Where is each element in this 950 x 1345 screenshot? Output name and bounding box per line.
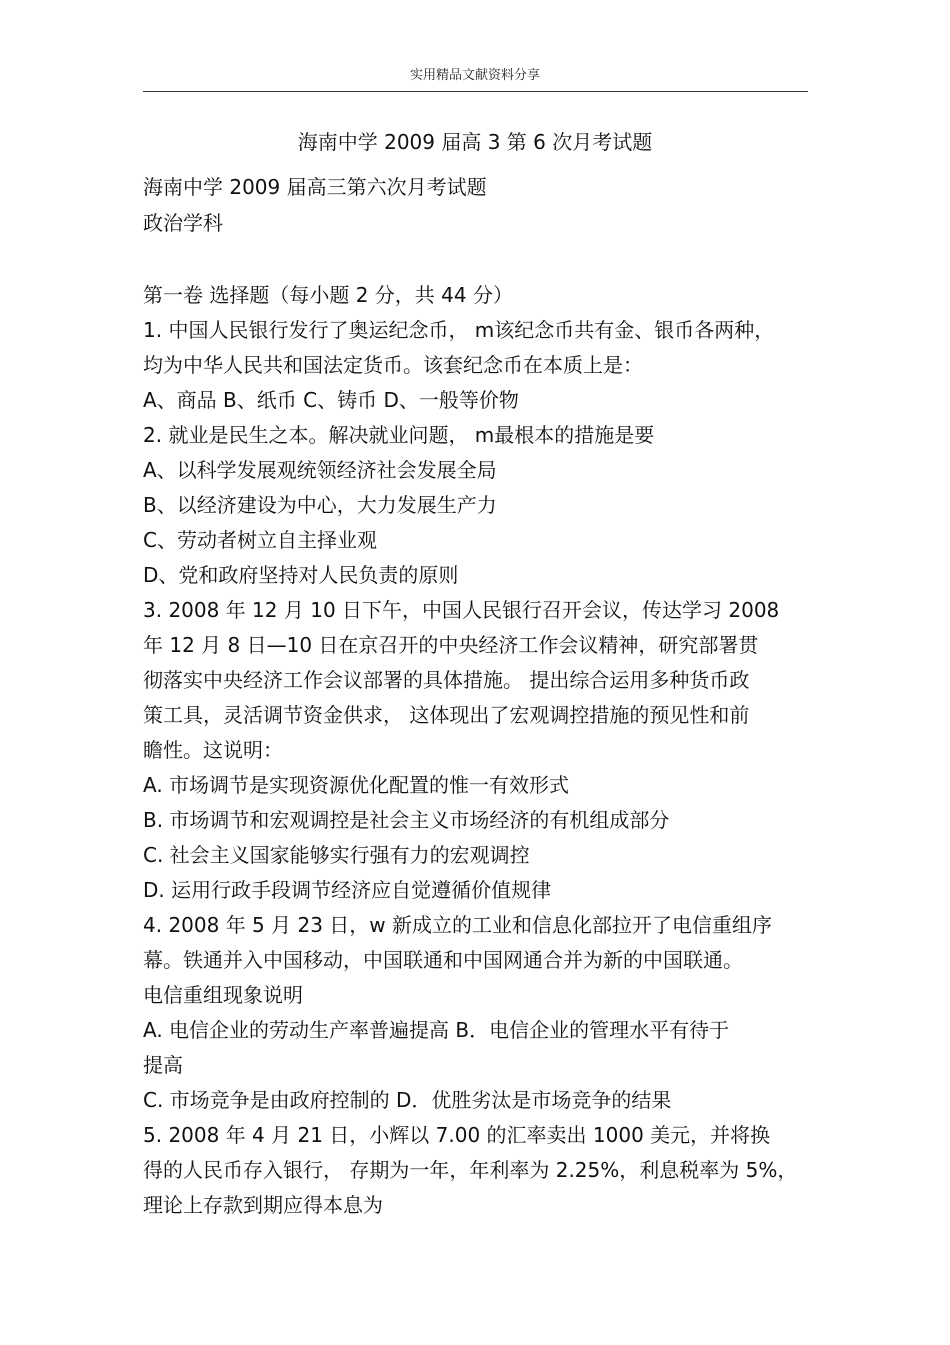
body-line: 1. 中国人民银行发行了奥运纪念币， m该纪念币共有金、银币各两种， bbox=[143, 318, 775, 342]
body-line: A. 市场调节是实现资源优化配置的惟一有效形式 bbox=[143, 773, 570, 797]
body-line: 3. 2008 年 12 月 10 日下午，中国人民银行召开会议，传达学习 2008 bbox=[143, 598, 780, 622]
document-title: 海南中学 2009 届高 3 第 6 次月考试题 bbox=[297, 130, 653, 154]
body-line: 2. 就业是民生之本。解决就业问题， m最根本的措施是要 bbox=[143, 423, 655, 447]
body-line: 理论上存款到期应得本息为 bbox=[143, 1193, 383, 1217]
body-line: 策工具，灵活调节资金供求， 这体现出了宏观调控措施的预见性和前 bbox=[143, 703, 750, 727]
subject-label: 政治学科 bbox=[143, 211, 223, 235]
body-line: A、以科学发展观统领经济社会发展全局 bbox=[143, 458, 497, 482]
body-line: 提高 bbox=[143, 1053, 183, 1077]
body-line: 5. 2008 年 4 月 21 日，小辉以 7.00 的汇率卖出 1000 美元，并将换 bbox=[143, 1123, 771, 1147]
body-line: D、党和政府坚持对人民负责的原则 bbox=[143, 563, 459, 587]
body-line: C、劳动者树立自主择业观 bbox=[143, 528, 377, 552]
body-line: 彻落实中央经济工作会议部署的具体措施。 提出综合运用多种货币政 bbox=[143, 668, 750, 692]
body-line: B. 市场调节和宏观调控是社会主义市场经济的有机组成部分 bbox=[143, 808, 670, 832]
body-line: 均为中华人民共和国法定货币。该套纪念币在本质上是： bbox=[143, 353, 643, 377]
body-line: 得的人民币存入银行， 存期为一年，年利率为 2.25%，利息税率为 5%， bbox=[143, 1158, 798, 1182]
body-line: 瞻性。这说明： bbox=[143, 738, 283, 762]
body-line: 电信重组现象说明 bbox=[143, 983, 303, 1007]
running-header: 实用精品文献资料分享 bbox=[409, 68, 540, 83]
body-line: C. 市场竞争是由政府控制的 D．优胜劣汰是市场竞争的结果 bbox=[143, 1088, 672, 1112]
body-line: A. 电信企业的劳动生产率普遍提高 B．电信企业的管理水平有待于 bbox=[143, 1018, 730, 1042]
section-heading: 第一卷 选择题（每小题 2 分，共 44 分） bbox=[143, 283, 513, 307]
body-line: 幕。铁通并入中国移动，中国联通和中国网通合并为新的中国联通。 bbox=[143, 948, 743, 972]
body-line: C. 社会主义国家能够实行强有力的宏观调控 bbox=[143, 843, 530, 867]
body-line: 4. 2008 年 5 月 23 日，w 新成立的工业和信息化部拉开了电信重组序 bbox=[143, 913, 773, 937]
body-line: D. 运用行政手段调节经济应自觉遵循价值规律 bbox=[143, 878, 552, 902]
body-line: 年 12 月 8 日—10 日在京召开的中央经济工作会议精神，研究部署贯 bbox=[143, 633, 759, 657]
body-line: A、商品 B、纸币 C、铸币 D、一般等价物 bbox=[143, 388, 519, 412]
document-subtitle: 海南中学 2009 届高三第六次月考试题 bbox=[143, 175, 487, 199]
body-line: B、以经济建设为中心，大力发展生产力 bbox=[143, 493, 497, 517]
header-divider bbox=[143, 91, 808, 92]
